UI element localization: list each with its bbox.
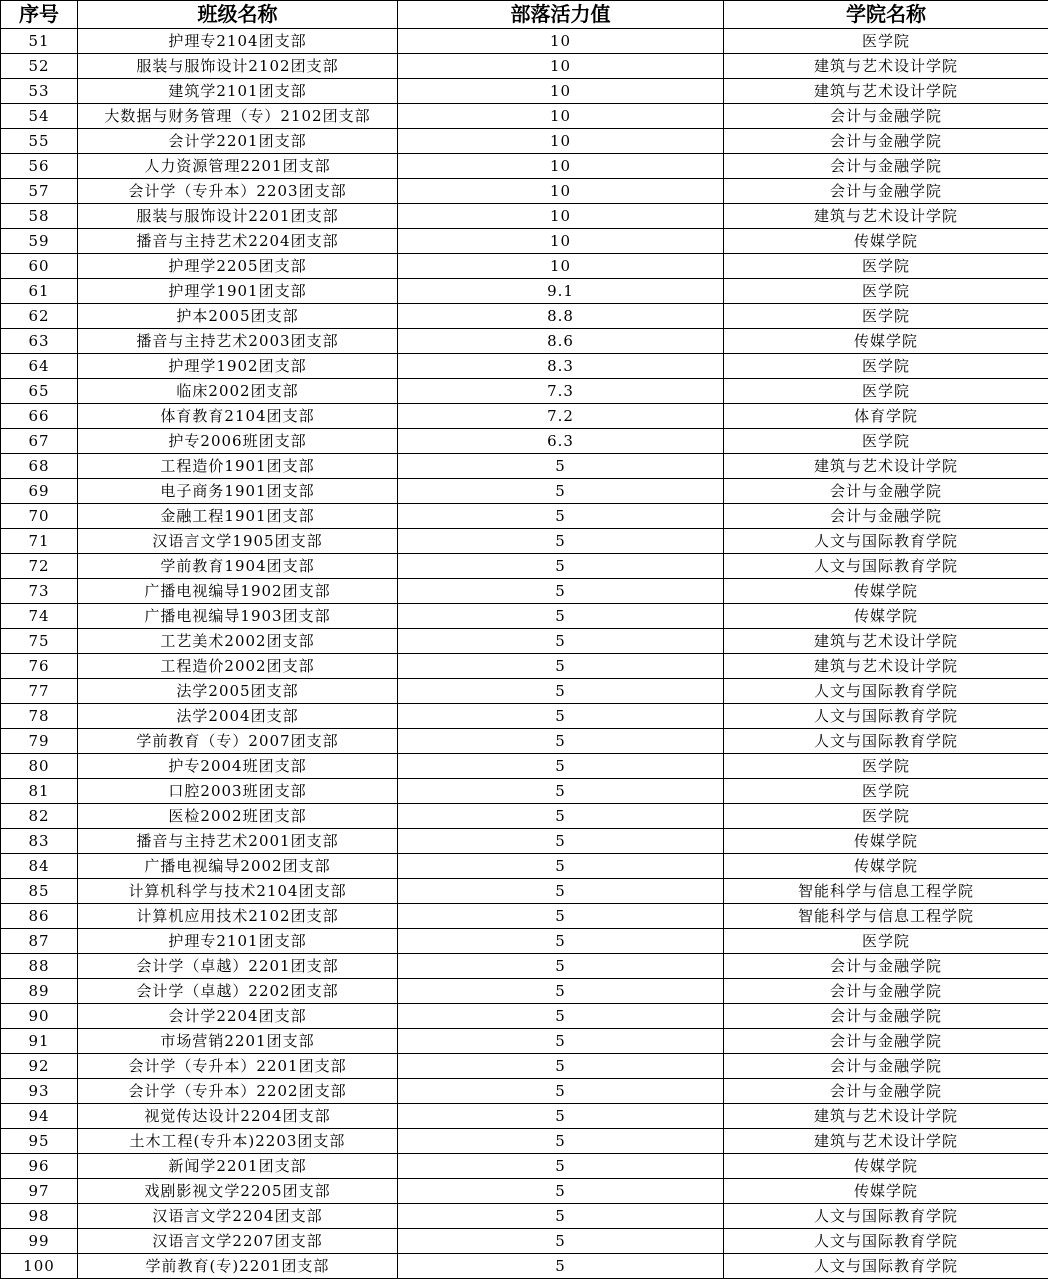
table-row [1,204,1048,229]
table-row [1,254,1048,279]
table-row [1,954,1048,979]
class-name-cell: 汉语言文学2207团支部 [78,1229,398,1254]
table-row [1,829,1048,854]
row-index-cell: 66 [1,404,78,429]
header-row [1,1,1048,29]
row-index-cell: 78 [1,704,78,729]
college-name-cell: 会计与金融学院 [724,479,1048,504]
class-name-cell: 医检2002班团支部 [78,804,398,829]
college-name-cell: 人文与国际教育学院 [724,529,1048,554]
college-name-cell: 传媒学院 [724,854,1048,879]
vitality-score-cell: 5 [398,654,724,679]
row-index-cell: 72 [1,554,78,579]
class-name-cell: 土木工程(专升本)2203团支部 [78,1129,398,1154]
table-row [1,804,1048,829]
college-name-cell: 会计与金融学院 [724,954,1048,979]
college-name-cell: 医学院 [724,754,1048,779]
row-index-cell: 52 [1,54,78,79]
college-name-cell: 会计与金融学院 [724,1029,1048,1054]
class-name-cell: 护理学2205团支部 [78,254,398,279]
table-row [1,1004,1048,1029]
college-name-cell: 会计与金融学院 [724,129,1048,154]
college-name-cell: 建筑与艺术设计学院 [724,1129,1048,1154]
vitality-score-cell: 10 [398,104,724,129]
college-name-cell: 人文与国际教育学院 [724,1204,1048,1229]
class-name-cell: 播音与主持艺术2001团支部 [78,829,398,854]
college-name-cell: 会计与金融学院 [724,179,1048,204]
class-name-cell: 广播电视编导1902团支部 [78,579,398,604]
table-row [1,304,1048,329]
class-name-cell: 会计学（专升本）2203团支部 [78,179,398,204]
college-name-cell: 智能科学与信息工程学院 [724,879,1048,904]
vitality-score-cell: 5 [398,529,724,554]
college-name-cell: 传媒学院 [724,829,1048,854]
college-name-cell: 建筑与艺术设计学院 [724,54,1048,79]
table-row [1,1104,1048,1129]
vitality-score-cell: 10 [398,29,724,54]
vitality-score-cell: 5 [398,804,724,829]
vitality-score-cell: 5 [398,1179,724,1204]
row-index-cell: 53 [1,79,78,104]
row-index-cell: 61 [1,279,78,304]
table-row [1,1179,1048,1204]
college-name-cell: 医学院 [724,804,1048,829]
vitality-score-cell: 5 [398,704,724,729]
table-row [1,854,1048,879]
table-row [1,129,1048,154]
row-index-cell: 65 [1,379,78,404]
row-index-cell: 54 [1,104,78,129]
vitality-score-cell: 5 [398,954,724,979]
table-row [1,1079,1048,1104]
table-row [1,1054,1048,1079]
table-row [1,404,1048,429]
college-name-cell: 人文与国际教育学院 [724,1254,1048,1279]
row-index-cell: 55 [1,129,78,154]
table-row [1,429,1048,454]
vitality-score-cell: 5 [398,1204,724,1229]
table-row [1,904,1048,929]
row-index-cell: 57 [1,179,78,204]
row-index-cell: 89 [1,979,78,1004]
class-name-cell: 护理专2104团支部 [78,29,398,54]
vitality-score-cell: 8.8 [398,304,724,329]
class-name-cell: 计算机科学与技术2104团支部 [78,879,398,904]
class-name-cell: 法学2005团支部 [78,679,398,704]
vitality-score-cell: 7.3 [398,379,724,404]
row-index-cell: 95 [1,1129,78,1154]
college-name-cell: 建筑与艺术设计学院 [724,79,1048,104]
college-name-cell: 医学院 [724,254,1048,279]
table-row [1,329,1048,354]
header-vitality-score: 部落活力值 [398,1,724,29]
college-name-cell: 智能科学与信息工程学院 [724,904,1048,929]
class-name-cell: 计算机应用技术2102团支部 [78,904,398,929]
college-name-cell: 医学院 [724,304,1048,329]
row-index-cell: 83 [1,829,78,854]
row-index-cell: 63 [1,329,78,354]
row-index-cell: 75 [1,629,78,654]
vitality-score-cell: 5 [398,454,724,479]
vitality-score-cell: 5 [398,479,724,504]
vitality-score-cell: 5 [398,1104,724,1129]
class-name-cell: 会计学（专升本）2201团支部 [78,1054,398,1079]
college-name-cell: 传媒学院 [724,604,1048,629]
row-index-cell: 88 [1,954,78,979]
class-name-cell: 服装与服饰设计2201团支部 [78,204,398,229]
row-index-cell: 100 [1,1254,78,1279]
row-index-cell: 77 [1,679,78,704]
table-row [1,229,1048,254]
row-index-cell: 81 [1,779,78,804]
college-name-cell: 传媒学院 [724,229,1048,254]
row-index-cell: 56 [1,154,78,179]
vitality-score-cell: 5 [398,629,724,654]
class-name-cell: 建筑学2101团支部 [78,79,398,104]
college-name-cell: 医学院 [724,379,1048,404]
college-name-cell: 会计与金融学院 [724,1004,1048,1029]
row-index-cell: 84 [1,854,78,879]
college-name-cell: 会计与金融学院 [724,1054,1048,1079]
vitality-score-cell: 5 [398,579,724,604]
vitality-score-cell: 5 [398,1079,724,1104]
college-name-cell: 体育学院 [724,404,1048,429]
class-name-cell: 护专2004班团支部 [78,754,398,779]
college-name-cell: 会计与金融学院 [724,1079,1048,1104]
row-index-cell: 92 [1,1054,78,1079]
vitality-score-cell: 5 [398,504,724,529]
class-name-cell: 会计学2201团支部 [78,129,398,154]
row-index-cell: 68 [1,454,78,479]
class-name-cell: 播音与主持艺术2003团支部 [78,329,398,354]
table-row [1,654,1048,679]
class-name-cell: 汉语言文学2204团支部 [78,1204,398,1229]
vitality-score-cell: 5 [398,1154,724,1179]
college-name-cell: 医学院 [724,929,1048,954]
row-index-cell: 91 [1,1029,78,1054]
table-header [1,1,1048,29]
table-row [1,729,1048,754]
row-index-cell: 99 [1,1229,78,1254]
table-row [1,1254,1048,1279]
vitality-score-cell: 10 [398,179,724,204]
class-name-cell: 会计学（卓越）2201团支部 [78,954,398,979]
table-row [1,1229,1048,1254]
college-name-cell: 人文与国际教育学院 [724,679,1048,704]
row-index-cell: 87 [1,929,78,954]
row-index-cell: 58 [1,204,78,229]
row-index-cell: 85 [1,879,78,904]
table-row [1,579,1048,604]
row-index-cell: 97 [1,1179,78,1204]
college-name-cell: 建筑与艺术设计学院 [724,629,1048,654]
row-index-cell: 96 [1,1154,78,1179]
class-name-cell: 工艺美术2002团支部 [78,629,398,654]
college-name-cell: 人文与国际教育学院 [724,554,1048,579]
vitality-score-cell: 5 [398,879,724,904]
table-row [1,179,1048,204]
vitality-score-cell: 5 [398,679,724,704]
class-name-cell: 护理学1902团支部 [78,354,398,379]
class-name-cell: 播音与主持艺术2204团支部 [78,229,398,254]
college-name-cell: 人文与国际教育学院 [724,1229,1048,1254]
table-row [1,929,1048,954]
vitality-score-cell: 10 [398,79,724,104]
table-row [1,29,1048,54]
class-name-cell: 人力资源管理2201团支部 [78,154,398,179]
row-index-cell: 93 [1,1079,78,1104]
table-row [1,604,1048,629]
class-name-cell: 体育教育2104团支部 [78,404,398,429]
row-index-cell: 51 [1,29,78,54]
class-name-cell: 会计学（卓越）2202团支部 [78,979,398,1004]
vitality-score-cell: 5 [398,1004,724,1029]
class-name-cell: 市场营销2201团支部 [78,1029,398,1054]
college-name-cell: 建筑与艺术设计学院 [724,204,1048,229]
college-name-cell: 会计与金融学院 [724,979,1048,1004]
table-row [1,704,1048,729]
class-name-cell: 金融工程1901团支部 [78,504,398,529]
row-index-cell: 80 [1,754,78,779]
class-name-cell: 临床2002团支部 [78,379,398,404]
row-index-cell: 60 [1,254,78,279]
vitality-score-cell: 10 [398,129,724,154]
table-row [1,504,1048,529]
class-name-cell: 口腔2003班团支部 [78,779,398,804]
header-index: 序号 [1,1,78,29]
table-row [1,54,1048,79]
table-row [1,529,1048,554]
row-index-cell: 76 [1,654,78,679]
college-name-cell: 医学院 [724,29,1048,54]
vitality-score-cell: 5 [398,979,724,1004]
vitality-score-cell: 5 [398,1129,724,1154]
class-name-cell: 护本2005团支部 [78,304,398,329]
table-body [1,29,1048,1279]
vitality-score-cell: 5 [398,729,724,754]
table-row [1,79,1048,104]
college-name-cell: 人文与国际教育学院 [724,729,1048,754]
table-row [1,479,1048,504]
row-index-cell: 67 [1,429,78,454]
row-index-cell: 82 [1,804,78,829]
college-name-cell: 建筑与艺术设计学院 [724,454,1048,479]
vitality-score-cell: 8.6 [398,329,724,354]
class-name-cell: 会计学2204团支部 [78,1004,398,1029]
table-row [1,154,1048,179]
table-row [1,554,1048,579]
class-name-cell: 工程造价2002团支部 [78,654,398,679]
college-name-cell: 建筑与艺术设计学院 [724,1104,1048,1129]
class-name-cell: 大数据与财务管理（专）2102团支部 [78,104,398,129]
row-index-cell: 79 [1,729,78,754]
table-row [1,104,1048,129]
vitality-score-cell: 5 [398,1054,724,1079]
college-name-cell: 医学院 [724,279,1048,304]
college-name-cell: 会计与金融学院 [724,104,1048,129]
table-row [1,379,1048,404]
row-index-cell: 86 [1,904,78,929]
vitality-score-cell: 8.3 [398,354,724,379]
row-index-cell: 70 [1,504,78,529]
vitality-score-cell: 5 [398,929,724,954]
vitality-score-cell: 5 [398,1229,724,1254]
row-index-cell: 69 [1,479,78,504]
college-name-cell: 会计与金融学院 [724,154,1048,179]
college-name-cell: 传媒学院 [724,579,1048,604]
class-name-cell: 广播电视编导2002团支部 [78,854,398,879]
class-name-cell: 学前教育（专）2007团支部 [78,729,398,754]
class-name-cell: 护理专2101团支部 [78,929,398,954]
row-index-cell: 62 [1,304,78,329]
class-name-cell: 电子商务1901团支部 [78,479,398,504]
row-index-cell: 98 [1,1204,78,1229]
college-name-cell: 传媒学院 [724,329,1048,354]
row-index-cell: 64 [1,354,78,379]
college-name-cell: 传媒学院 [724,1179,1048,1204]
table-row [1,879,1048,904]
class-name-cell: 护理学1901团支部 [78,279,398,304]
class-name-cell: 戏剧影视文学2205团支部 [78,1179,398,1204]
vitality-score-cell: 5 [398,854,724,879]
vitality-score-cell: 5 [398,554,724,579]
vitality-score-cell: 5 [398,779,724,804]
table-row [1,279,1048,304]
class-name-cell: 工程造价1901团支部 [78,454,398,479]
class-name-cell: 汉语言文学1905团支部 [78,529,398,554]
college-name-cell: 会计与金融学院 [724,504,1048,529]
vitality-score-cell: 6.3 [398,429,724,454]
header-college-name: 学院名称 [724,1,1048,29]
class-name-cell: 新闻学2201团支部 [78,1154,398,1179]
table-row [1,1029,1048,1054]
vitality-score-cell: 5 [398,1254,724,1279]
vitality-score-cell: 5 [398,904,724,929]
vitality-score-cell: 5 [398,604,724,629]
table-row [1,679,1048,704]
table-row [1,979,1048,1004]
vitality-score-cell: 10 [398,229,724,254]
table-row [1,1154,1048,1179]
class-name-cell: 会计学（专升本）2202团支部 [78,1079,398,1104]
class-name-cell: 护专2006班团支部 [78,429,398,454]
college-name-cell: 建筑与艺术设计学院 [724,654,1048,679]
vitality-score-cell: 9.1 [398,279,724,304]
table-row [1,354,1048,379]
vitality-score-cell: 5 [398,1029,724,1054]
class-name-cell: 视觉传达设计2204团支部 [78,1104,398,1129]
college-name-cell: 人文与国际教育学院 [724,704,1048,729]
vitality-score-cell: 5 [398,754,724,779]
college-name-cell: 传媒学院 [724,1154,1048,1179]
class-name-cell: 学前教育(专)2201团支部 [78,1254,398,1279]
table-row [1,454,1048,479]
vitality-score-cell: 7.2 [398,404,724,429]
table-row [1,1129,1048,1154]
vitality-score-cell: 10 [398,204,724,229]
table-row [1,629,1048,654]
vitality-score-cell: 5 [398,829,724,854]
row-index-cell: 71 [1,529,78,554]
college-name-cell: 医学院 [724,779,1048,804]
class-name-cell: 学前教育1904团支部 [78,554,398,579]
row-index-cell: 94 [1,1104,78,1129]
vitality-score-cell: 10 [398,54,724,79]
table-row [1,1204,1048,1229]
class-name-cell: 法学2004团支部 [78,704,398,729]
table-row [1,754,1048,779]
row-index-cell: 73 [1,579,78,604]
table-row [1,779,1048,804]
row-index-cell: 74 [1,604,78,629]
vitality-score-cell: 10 [398,254,724,279]
college-name-cell: 医学院 [724,429,1048,454]
row-index-cell: 59 [1,229,78,254]
class-name-cell: 广播电视编导1903团支部 [78,604,398,629]
header-class-name: 班级名称 [78,1,398,29]
class-name-cell: 服装与服饰设计2102团支部 [78,54,398,79]
college-name-cell: 医学院 [724,354,1048,379]
vitality-score-cell: 10 [398,154,724,179]
row-index-cell: 90 [1,1004,78,1029]
